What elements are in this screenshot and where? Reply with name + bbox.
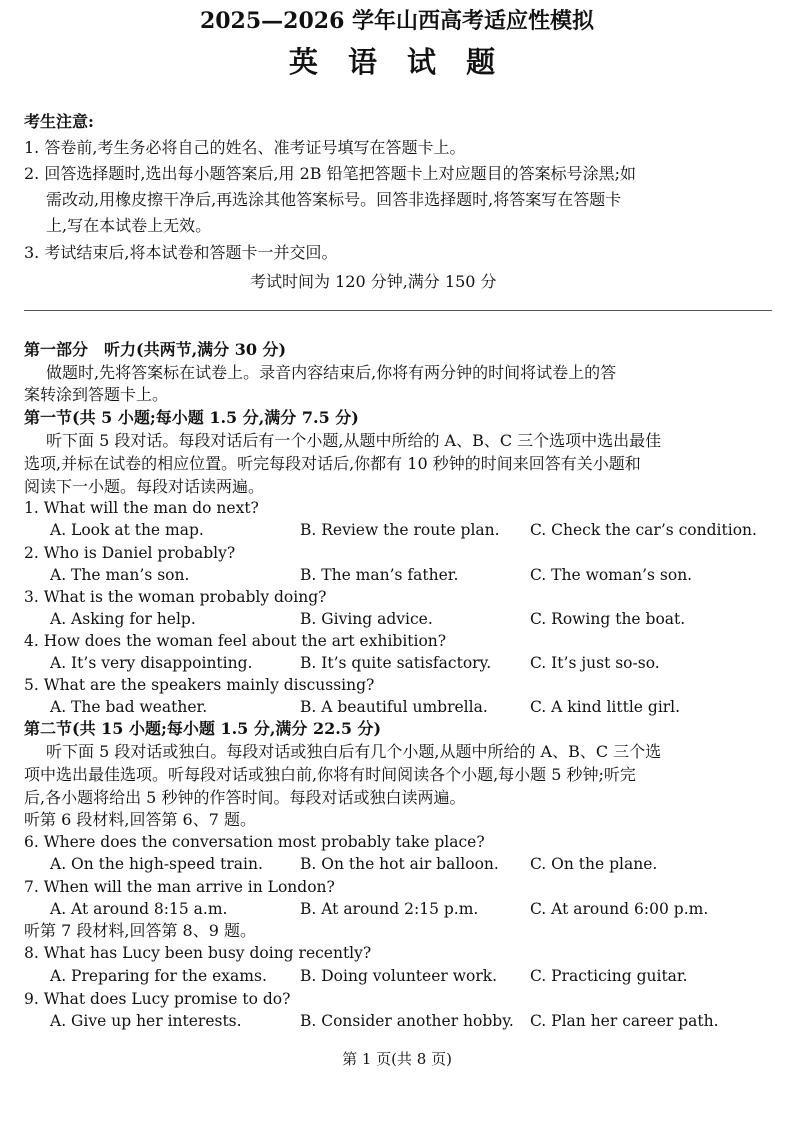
question-4-option-a: A. It’s very disappointing. xyxy=(50,654,253,672)
question-5-option-a: A. The bad weather. xyxy=(50,698,208,716)
notice-line-3: 需改动,用橡皮擦干净后,再选涂其他答案标号。回答非选择题时,将答案写在答题卡 xyxy=(46,190,622,209)
subject-title: 英 语 试 题 xyxy=(288,45,506,79)
section2-heading: 第二节(共 15 小题;每小题 1.5 分,满分 22.5 分) xyxy=(24,719,382,738)
notice-line-5: 3. 考试结束后,将本试卷和答题卡一并交回。 xyxy=(24,243,338,262)
question-4-stem: 4. How does the woman feel about the art exhibition? xyxy=(24,632,447,650)
divider-line xyxy=(24,310,772,311)
question-2-option-b: B. The man’s father. xyxy=(300,566,459,584)
question-7-stem: 7. When will the man arrive in London? xyxy=(24,878,335,896)
question-3-option-a: A. Asking for help. xyxy=(50,610,196,628)
question-1-option-a: A. Look at the map. xyxy=(50,521,204,539)
material-7-instruction: 听第 7 段材料,回答第 8、9 题。 xyxy=(24,921,256,940)
question-8-stem: 8. What has Lucy been busy doing recently? xyxy=(24,944,372,962)
question-6-option-a: A. On the high-speed train. xyxy=(50,855,263,873)
notice-heading: 考生注意: xyxy=(24,112,94,131)
question-3-option-b: B. Giving advice. xyxy=(300,610,433,628)
notice-line-1: 1. 答卷前,考生务必将自己的姓名、准考证号填写在答题卡上。 xyxy=(24,138,466,157)
question-6-stem: 6. Where does the conversation most probably take place? xyxy=(24,833,485,851)
section1-intro-3: 阅读下一小题。每段对话读两遍。 xyxy=(24,477,265,496)
question-7-option-b: B. At around 2:15 p.m. xyxy=(300,900,479,918)
section1-heading: 第一节(共 5 小题;每小题 1.5 分,满分 7.5 分) xyxy=(24,408,359,427)
question-8-option-b: B. Doing volunteer work. xyxy=(300,967,498,985)
question-9-option-a: A. Give up her interests. xyxy=(50,1012,242,1030)
question-5-stem: 5. What are the speakers mainly discussing? xyxy=(24,676,375,694)
question-6-option-b: B. On the hot air balloon. xyxy=(300,855,499,873)
question-1-option-b: B. Review the route plan. xyxy=(300,521,500,539)
material-6-instruction: 听第 6 段材料,回答第 6、7 题。 xyxy=(24,810,256,829)
question-6-option-c: C. On the plane. xyxy=(530,855,658,873)
question-5-option-c: C. A kind little girl. xyxy=(530,698,681,716)
section1-intro-1: 听下面 5 段对话。每段对话后有一个小题,从题中所给的 A、B、C 三个选项中选出最佳 xyxy=(46,431,662,450)
question-2-option-c: C. The woman’s son. xyxy=(530,566,693,584)
notice-line-2: 2. 回答选择题时,选出每小题答案后,用 2B 铅笔把答题卡上对应题目的答案标号涂黑;如 xyxy=(24,164,637,183)
question-9-stem: 9. What does Lucy promise to do? xyxy=(24,990,291,1008)
part1-intro-2: 案转涂到答题卡上。 xyxy=(24,385,169,404)
exam-time-info: 考试时间为 120 分钟,满分 150 分 xyxy=(250,272,497,291)
page-number: 第 1 页(共 8 页) xyxy=(342,1050,452,1068)
question-9-option-c: C. Plan her career path. xyxy=(530,1012,719,1030)
question-1-option-c: C. Check the car’s condition. xyxy=(530,521,757,539)
question-5-option-b: B. A beautiful umbrella. xyxy=(300,698,488,716)
section1-intro-2: 选项,并标在试卷的相应位置。听完每段对话后,你都有 10 秒钟的时间来回答有关小题和 xyxy=(24,454,641,473)
part1-intro-1: 做题时,先将答案标在试卷上。录音内容结束后,你将有两分钟的时间将试卷上的答 xyxy=(46,363,617,382)
exam-title: 2025—2026 学年山西高考适应性模拟 xyxy=(199,8,595,34)
question-3-stem: 3. What is the woman probably doing? xyxy=(24,588,327,606)
question-8-option-a: A. Preparing for the exams. xyxy=(50,967,267,985)
question-4-option-c: C. It’s just so-so. xyxy=(530,654,660,672)
question-9-option-b: B. Consider another hobby. xyxy=(300,1012,514,1030)
question-2-option-a: A. The man’s son. xyxy=(50,566,190,584)
question-4-option-b: B. It’s quite satisfactory. xyxy=(300,654,492,672)
question-8-option-c: C. Practicing guitar. xyxy=(530,967,688,985)
section2-intro-1: 听下面 5 段对话或独白。每段对话或独白后有几个小题,从题中所给的 A、B、C 三个选 xyxy=(46,742,662,761)
section2-intro-2: 项中选出最佳选项。听每段对话或独白前,你将有时间阅读各个小题,每小题 5 秒钟;听完 xyxy=(24,765,636,784)
question-1-stem: 1. What will the man do next? xyxy=(24,499,259,517)
section2-intro-3: 后,各小题将给出 5 秒钟的作答时间。每段对话或独白读两遍。 xyxy=(24,788,466,807)
part1-heading: 第一部分 听力(共两节,满分 30 分) xyxy=(24,340,287,359)
question-7-option-c: C. At around 6:00 p.m. xyxy=(530,900,709,918)
question-7-option-a: A. At around 8:15 a.m. xyxy=(50,900,228,918)
question-2-stem: 2. Who is Daniel probably? xyxy=(24,544,236,562)
question-3-option-c: C. Rowing the boat. xyxy=(530,610,686,628)
notice-line-4: 上,写在本试卷上无效。 xyxy=(46,216,212,235)
